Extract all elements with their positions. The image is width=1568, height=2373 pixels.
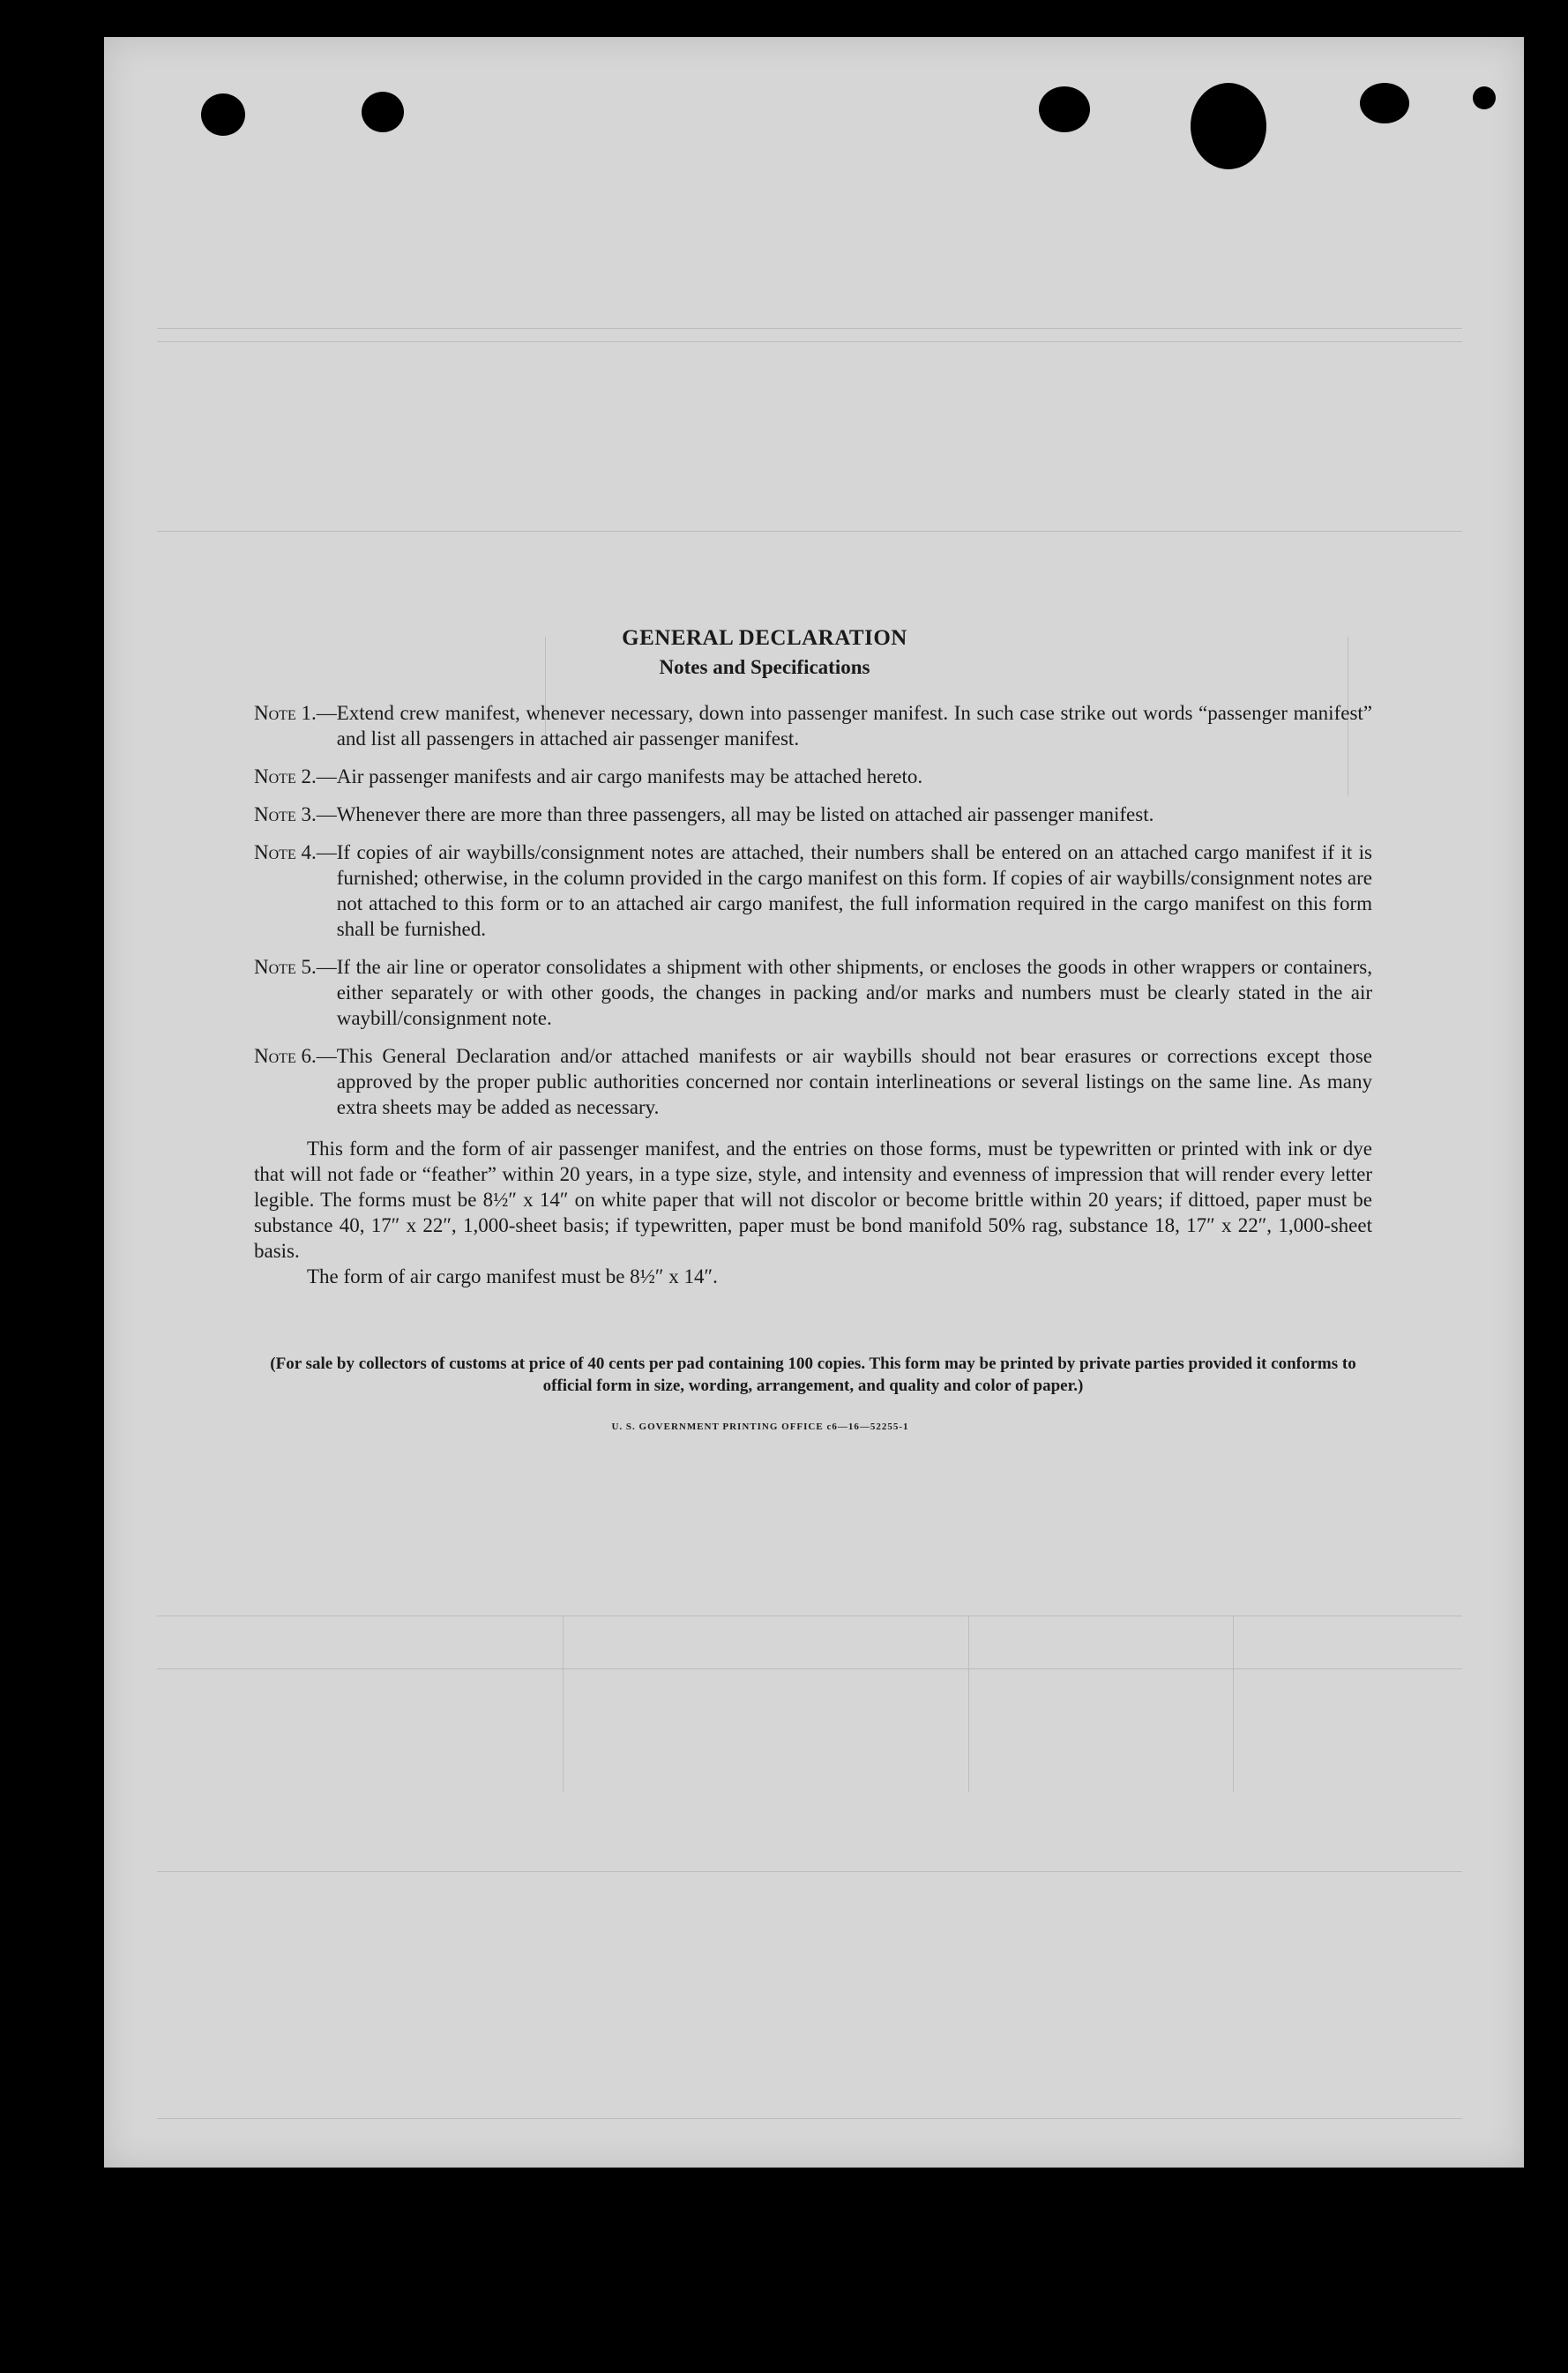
show-through-rule	[157, 2118, 1462, 2119]
note-3	[254, 802, 1372, 827]
document-page	[104, 37, 1524, 2168]
note-text: Extend crew manifest, whenever necessary, down into passenger manifest. In such case strike out words “passenger manifest” and list all passengers in attached air passenger manifest.	[336, 702, 1372, 750]
note-1	[254, 700, 1372, 751]
show-through-rule	[157, 341, 1462, 342]
punch-hole	[1360, 83, 1409, 123]
page-subtitle: Notes and Specifications	[659, 656, 870, 678]
notes-content	[254, 626, 1372, 1432]
note-text: If copies of air waybills/consignment notes are attached, their numbers shall be entered on an attached cargo manifest if it is furnished; otherwise, in the column provided in the cargo manifest on this form. If copies of air waybills/consignment notes are not attached to this form or to an attached air cargo manifest, the full information required in the cargo manifest on this form shall be furnished.	[336, 841, 1372, 940]
printing-office-imprint: U. S. GOVERNMENT PRINTING OFFICE c6—16—52255-1	[611, 1422, 909, 1432]
show-through-rule	[157, 531, 1462, 532]
notes-list	[254, 700, 1372, 1120]
note-text: Air passenger manifests and air cargo manifests may be attached hereto.	[336, 765, 923, 787]
note-label: Note 6.—	[254, 1045, 337, 1067]
note-text: Whenever there are more than three passengers, all may be listed on attached air passenger manifest.	[336, 803, 1154, 825]
punch-hole	[1039, 86, 1090, 132]
note-label: Note 1.—	[254, 702, 337, 724]
note-label: Note 3.—	[254, 803, 337, 825]
note-4	[254, 840, 1372, 942]
punch-hole	[1473, 86, 1496, 109]
note-6	[254, 1043, 1372, 1120]
note-text: This General Declaration and/or attached manifests or air waybills should not bear erasures or corrections except those approved by the proper public authorities concerned nor contain interlineations or several listings on the same line. As many extra sheets may be added as necessary.	[336, 1045, 1372, 1118]
show-through-rule	[157, 328, 1462, 329]
show-through-rule	[157, 1668, 1462, 1669]
show-through-rule	[157, 1871, 1462, 1872]
note-label: Note 2.—	[254, 765, 337, 787]
punch-hole	[201, 93, 245, 136]
form-requirements-paragraph: This form and the form of air passenger manifest, and the entries on those forms, must be typewritten or printed with ink or dye that will not fade or “feather” within 20 years, in a type size, style, and intensity and evenness of impression that will render every letter legible. The forms must be 8½″ x 14″ on white paper that will not discolor or become brittle within 20 years; if dittoed, paper must be substance 40, 17″ x 22″, 1,000-sheet basis; if typewritten, paper must be bond manifold 50% rag, substance 18, 17″ x 22″, 1,000-sheet basis.	[254, 1138, 1372, 1262]
note-label: Note 4.—	[254, 841, 337, 863]
note-text: If the air line or operator consolidates a shipment with other shipments, or encloses the goods in other wrappers or containers, either separately or with other goods, the changes in packing and/or marks and numbers must be clearly stated in the air waybill/consignment note.	[336, 956, 1372, 1029]
note-2	[254, 764, 1372, 789]
note-5	[254, 954, 1372, 1031]
show-through-rule	[563, 1616, 564, 1792]
show-through-rule	[968, 1616, 969, 1792]
cargo-manifest-size-line: The form of air cargo manifest must be 8½″ x 14″.	[307, 1265, 718, 1287]
punch-hole	[1191, 83, 1266, 169]
page-title: GENERAL DECLARATION	[622, 626, 907, 650]
punch-hole	[362, 92, 404, 132]
show-through-rule	[1233, 1616, 1234, 1792]
note-label: Note 5.—	[254, 956, 337, 978]
sale-notice: (For sale by collectors of customs at price of 40 cents per pad containing 100 copies. This form may be printed by private parties provided it conforms to official form in size, wording, arrangement, and quality and color of paper.)	[270, 1354, 1356, 1395]
